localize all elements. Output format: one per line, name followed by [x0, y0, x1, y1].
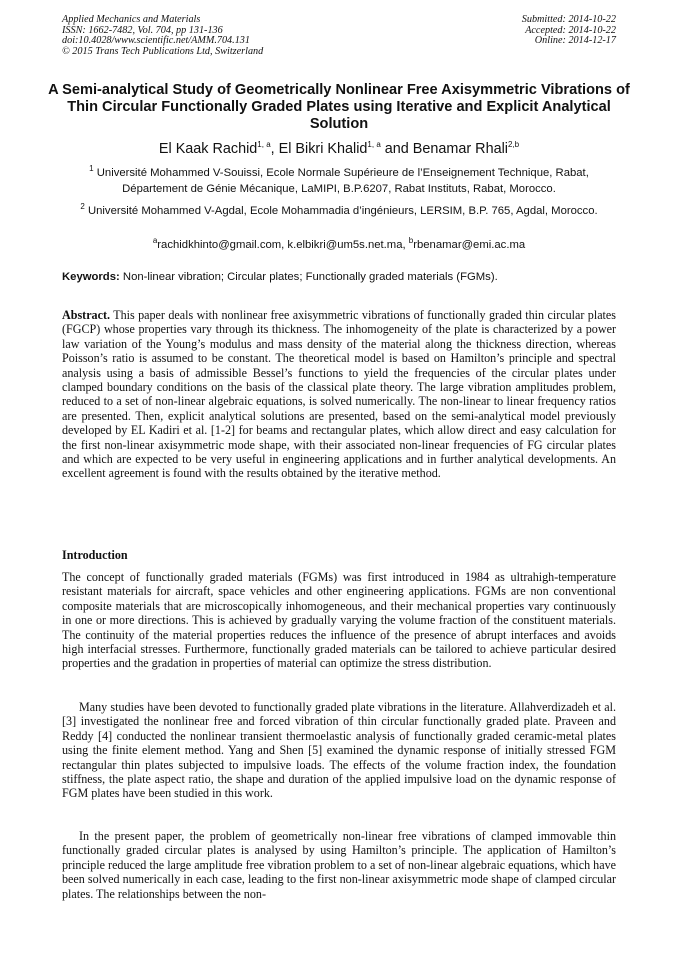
author-separator: , [270, 141, 279, 157]
introduction-paragraph-2: Many studies have been devoted to functionally graded plate vibrations in the literature. Allahverdizadeh et al. [3] investigated the nonlinear free and forced vibration of thin circular functionally graded plate. Praveen and Reddy [4] conducted the nonlinear transient thermoelastic analysis of functionally graded ceramic-metal plates using the finite element method. Yang and Shen [5] examined the dynamic response of initially stressed FGM rectangular thin plates subjected to impulsive loads. The effects of the volume fraction index, the foundation stiffness, the plate aspect ratio, the shape and duration of the applied impulsive load on the dynamic response of FGM plates have been studied in this work. [62, 700, 616, 801]
online-date: Online: 2014-12-17 [534, 35, 616, 47]
author-separator: and [380, 141, 413, 157]
submitted-date: Submitted: 2014-10-22 [521, 14, 616, 25]
author-emails [62, 236, 616, 251]
keywords [62, 271, 616, 283]
affiliation-text: Université Mohammed V-Agdal, Ecole Mohammadia d’ingénieurs, LERSIM, B.P. 765, Agdal, Morocco. [84, 205, 598, 217]
author-name: El Bikri Khalid [278, 141, 368, 157]
email-marker: b [408, 236, 414, 246]
accepted-date: Accepted: 2014-10-22 [525, 24, 616, 36]
email-list: rachidkhinto@gmail.com, k.elbikri@um5s.net.ma, [157, 239, 409, 251]
introduction-paragraph-1: The concept of functionally graded materials (FGMs) was first introduced in 1984 as ultrahigh-temperature resistant materials for aircraft, space vehicles and other engineering applications. FGMs are non conventional composite materials that are microscopically inhomogeneous, and their mechanical properties vary continuously in one or more directions. This is achieved by gradually varying the volume fraction of the constituent materials. The continuity of the material properties reduces the influence of the presence of abrupt interfaces and avoids high interfacial stresses. Furthermore, functionally graded materials can be tailored to achieve particular desired properties and the gradation in properties of material can optimize the stress distribution. [62, 570, 616, 671]
section-heading-introduction: Introduction [62, 548, 128, 562]
abstract-label: Abstract. [62, 308, 111, 322]
affiliation-marker: 1 [89, 164, 94, 174]
journal-issn: ISSN: 1662-7482, Vol. 704, pp 131-136 [62, 24, 223, 36]
abstract [62, 308, 616, 481]
publication-dates [522, 15, 616, 47]
affiliation-2 [62, 203, 616, 219]
author-superscript: 1, a [367, 140, 381, 150]
author-name: Benamar Rhali [412, 141, 508, 157]
author-superscript: 2,b [507, 140, 520, 150]
affiliation-marker: 2 [80, 202, 85, 212]
journal-copyright: © 2015 Trans Tech Publications Ltd, Switzerland [62, 45, 264, 57]
author-name: El Kaak Rachid [158, 141, 258, 157]
email-marker: a [152, 236, 158, 246]
email-list: rbenamar@emi.ac.ma [413, 239, 526, 251]
keywords-text: Non-linear vibration; Circular plates; Functionally graded materials (FGMs). [119, 271, 498, 283]
abstract-text: This paper deals with nonlinear free axisymmetric vibrations of functionally graded thin circular plates (FGCP) whose properties vary through its thickness. The inhomogeneity of the plate is characterized by a power law variation of the Young’s modulus and mass density of the material along the thickness direction, whereas Poisson’s ratio is assumed to be constant. The theoretical model is based on Hamilton’s principle and spectral analysis using a basis of admissible Bessel’s functions to yield the frequencies of the circular plates under clamped boundary conditions on the basis of the classical plate theory. The large vibration amplitudes problem, reduced to a set of non-linear algebraic equations, is solved numerically. The non-linear to linear frequency ratios are presented. Then, explicit analytical solutions are presented, based on the semi-analytical model previously developed by EL Kadiri et al. [1-2] for beams and rectangular plates, which allow direct and easy calculation for the first non-linear axisymmetric mode shape, with their associated non-linear frequencies of FG circular plates and which are expected to be very useful in engineering applications and in further analytical developments. An excellent agreement is found with the results obtained by the iterative method. [62, 308, 616, 481]
introduction-paragraph-3: In the present paper, the problem of geometrically non-linear free vibrations of clamped immovable thin functionally graded circular plates is analysed by using Hamilton’s principle. The application of Hamilton’s principle reduced the large amplitude free vibration problem to a set of non-linear algebraic equations, which have been solved numerically in each case, leading to the first non-linear axisymmetric mode shape of clamped circular plates. The relationships between the non- [62, 829, 616, 901]
affiliation-1 [62, 165, 616, 197]
journal-doi: doi:10.4028/www.scientific.net/AMM.704.131 [62, 35, 250, 47]
keywords-label: Keywords: [62, 271, 120, 283]
journal-info [62, 15, 263, 57]
journal-name: Applied Mechanics and Materials [62, 14, 201, 25]
author-list [40, 141, 638, 157]
paper-title: A Semi-analytical Study of Geometrically Nonlinear Free Axisymmetric Vibrations of Thin Circular Functionally Graded Plates using Iterative and Explicit Analytical Solution [48, 82, 630, 132]
author-superscript: 1, a [257, 140, 271, 150]
affiliation-text: Université Mohammed V-Souissi, Ecole Normale Supérieure de l’Enseignement Technique, Rabat, Département de Génie Mécanique, LaMIPI, B.P.6207, Rabat Instituts, Rabat, Morocco. [93, 167, 589, 196]
